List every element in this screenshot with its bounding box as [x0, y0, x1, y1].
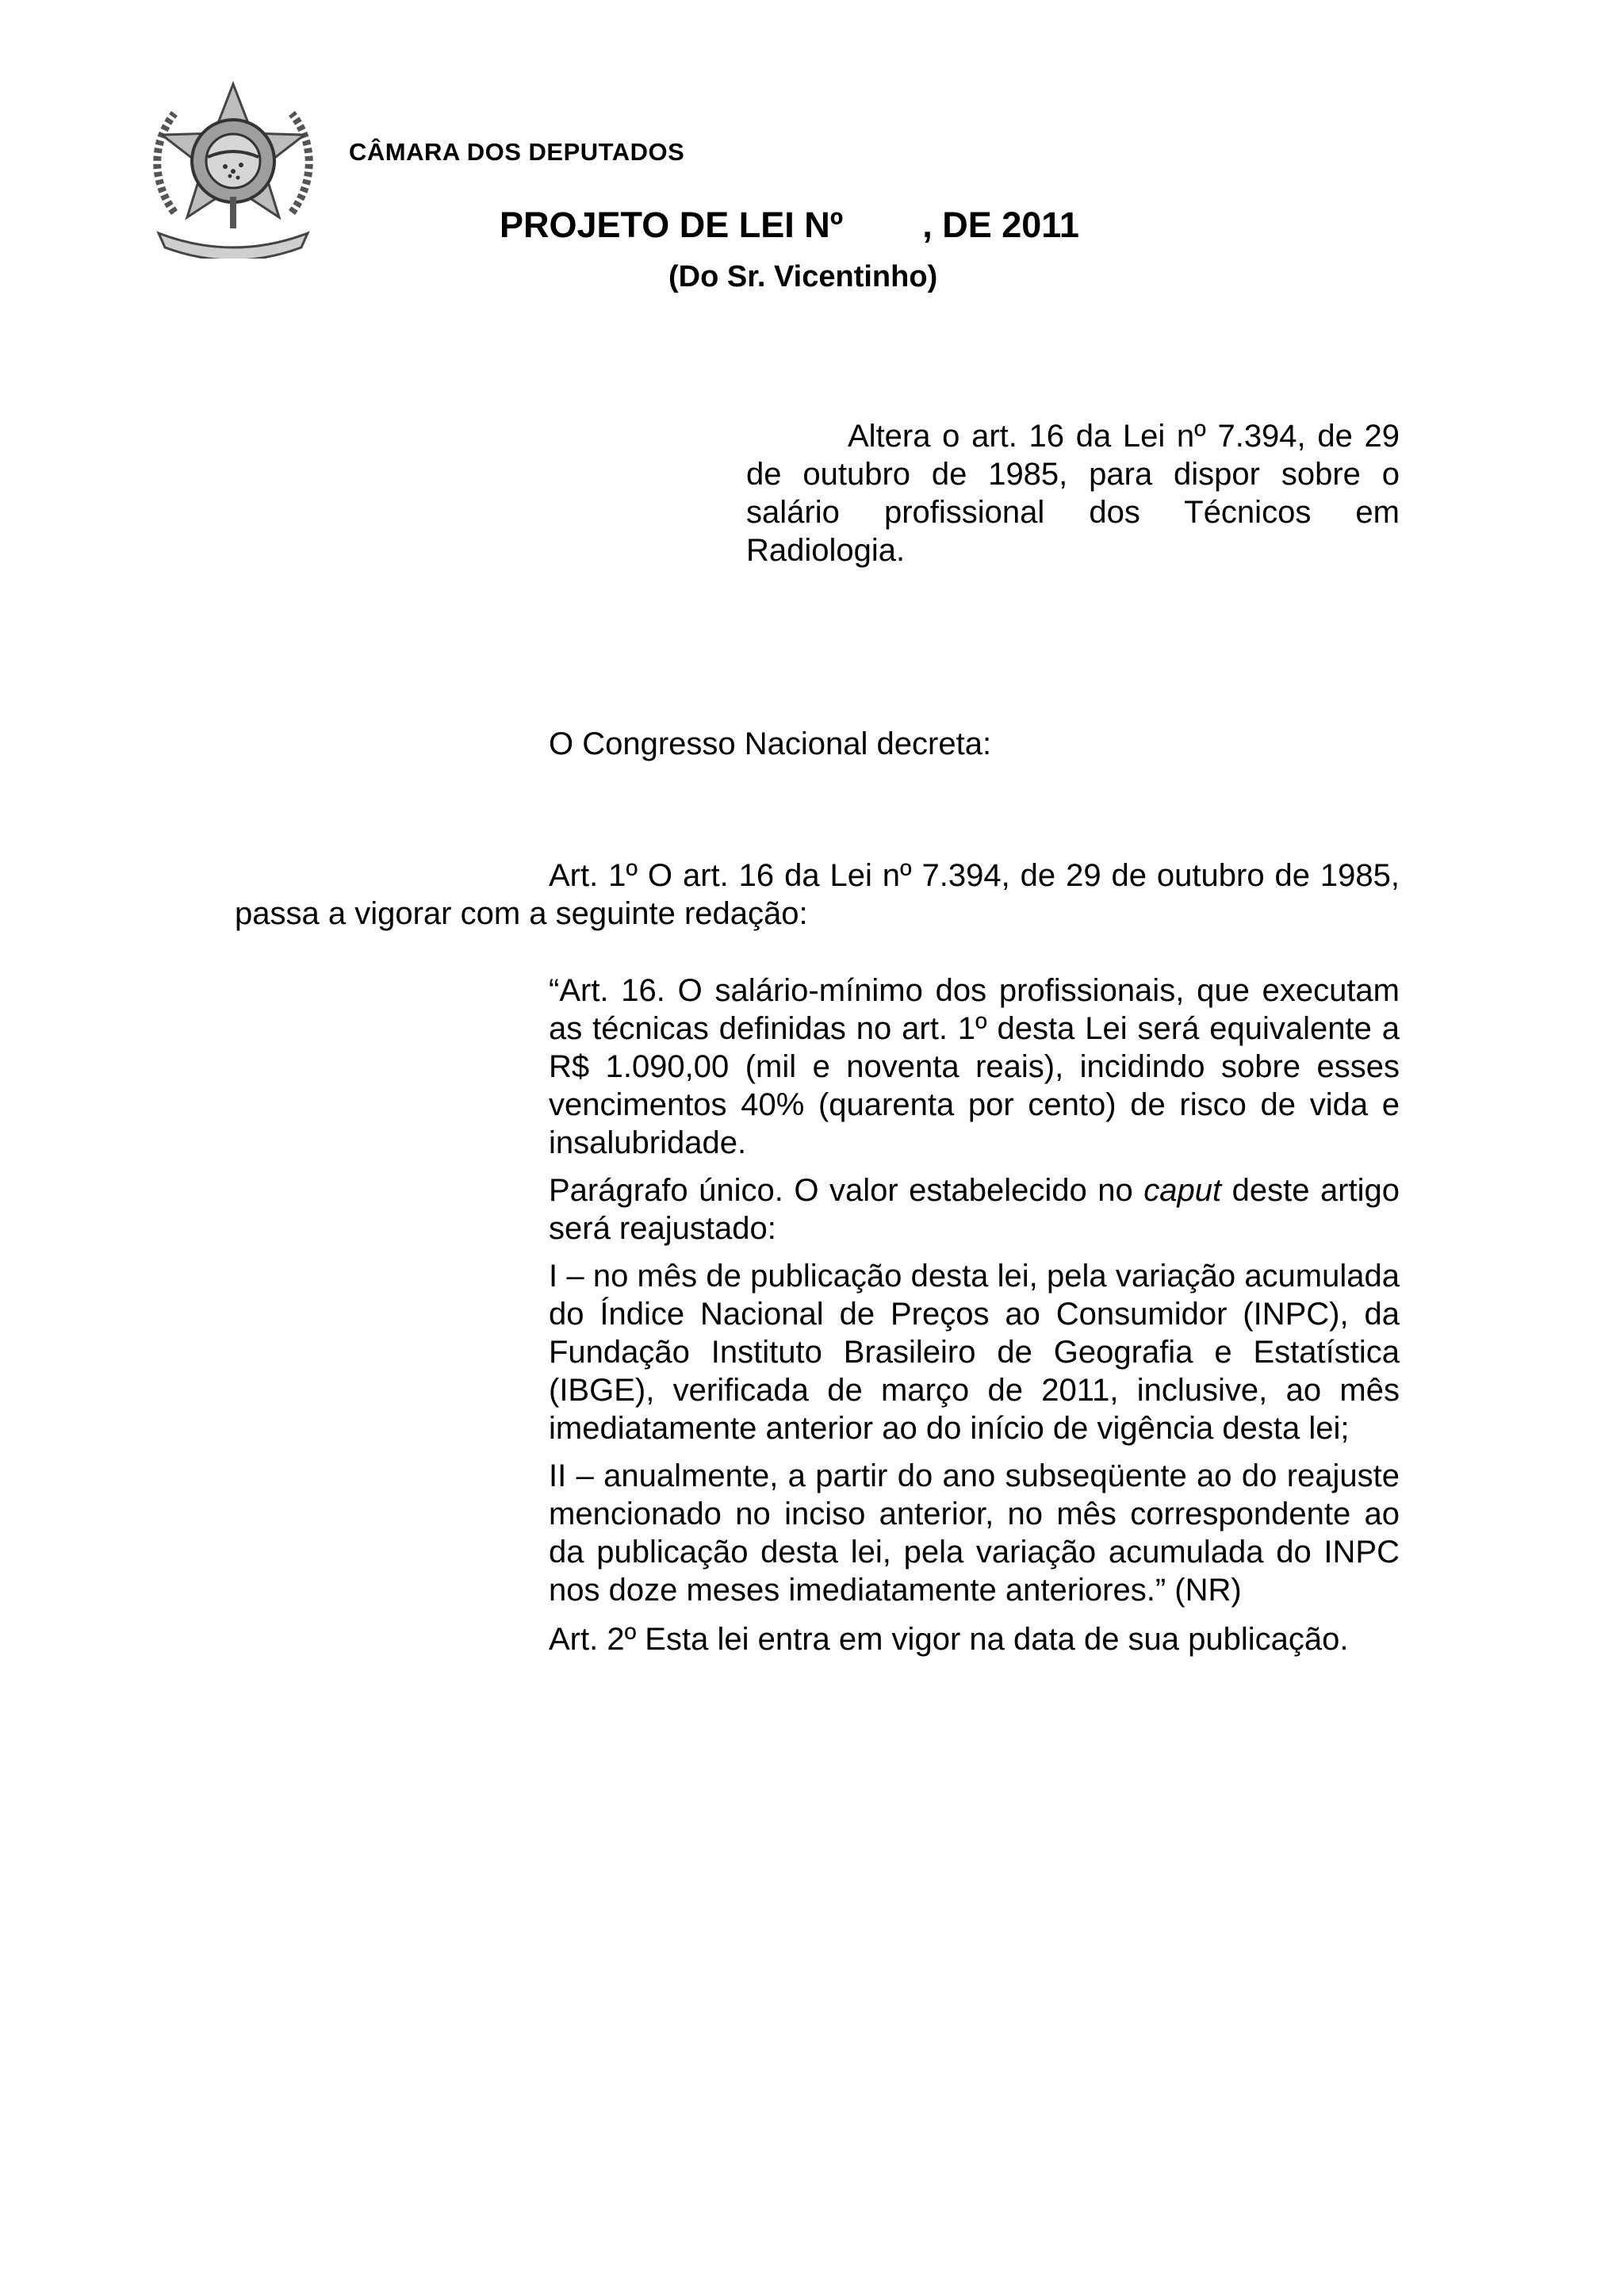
- article-2: Art. 2º Esta lei entra em vigor na data de sua publicação.: [549, 1622, 1349, 1657]
- sole-paragraph-suffix: deste artigo será reajustado:: [549, 1173, 1400, 1246]
- bill-author: (Do Sr. Vicentinho): [668, 260, 938, 293]
- brazil-coat-of-arms-icon: [143, 78, 324, 259]
- house-name: CÂMARA DOS DEPUTADOS: [349, 138, 685, 166]
- bill-title: PROJETO DE LEI Nº , DE 2011: [500, 205, 1079, 245]
- sole-paragraph: [549, 1171, 1400, 1248]
- caput-term: caput: [1143, 1173, 1222, 1208]
- item-ii: II – anualmente, a partir do ano subseqüente ao do reajuste mencionado no inciso anterior, no mês correspondente ao da publicação desta lei, pela variação acumulada do INPC nos doze meses imediatamente anteriores.” (NR): [549, 1458, 1400, 1608]
- quoted-article-16: “Art. 16. O salário-mínimo dos profissionais, que executam as técnicas definidas no art. 1º desta Lei será equivalente a R$ 1.090,00 (mil e noventa reais), incidindo sobre esses vencimentos 40% (quarenta por cento) de risco de vida e insalubridade.: [549, 973, 1400, 1160]
- article-1: Art. 1º O art. 16 da Lei nº 7.394, de 29 de outubro de 1985, passa a vigorar com a seguinte redação:: [235, 858, 1400, 931]
- bill-summary: [746, 417, 1400, 569]
- amended-article-block: [549, 972, 1400, 1668]
- enacting-clause: O Congresso Nacional decreta:: [549, 726, 992, 761]
- sole-paragraph-prefix: Parágrafo único. O valor estabelecido no: [549, 1173, 1144, 1208]
- bill-summary-text: Altera o art. 16 da Lei nº 7.394, de 29 de outubro de 1985, para dispor sobre o salário profissional dos Técnicos em Radiologia.: [746, 419, 1400, 568]
- item-i: I – no mês de publicação desta lei, pela variação acumulada do Índice Nacional de Preços ao Consumidor (INPC), da Fundação Instituto Brasileiro de Geografia e Estatística (IBGE), verificada de março de 2011, inclusive, ao mês imediatamente anterior ao do início de vigência desta lei;: [549, 1259, 1400, 1446]
